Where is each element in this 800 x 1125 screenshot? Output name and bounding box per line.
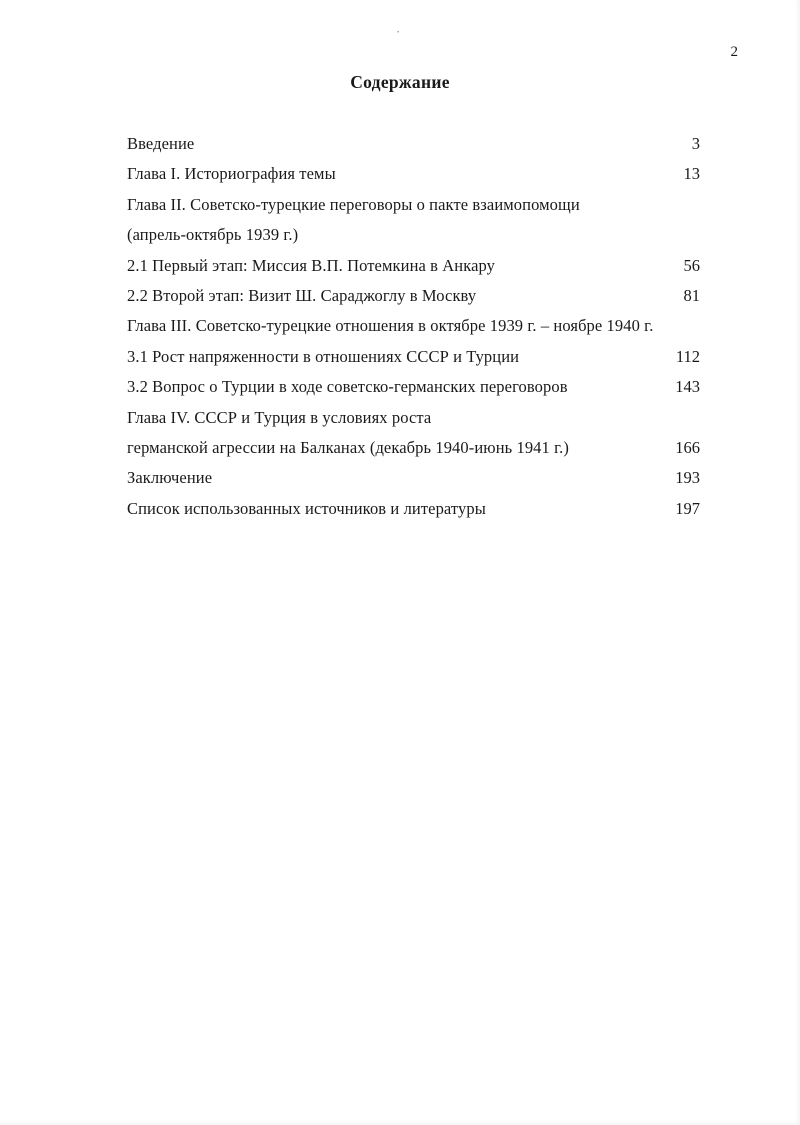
toc-entry-text: 2.2 Второй этап: Визит Ш. Сараджоглу в Москву bbox=[127, 285, 477, 305]
toc-entry-text: Глава I. Историография темы bbox=[127, 164, 336, 184]
toc-entry-page: 13 bbox=[683, 164, 700, 184]
page-number: 2 bbox=[730, 44, 738, 60]
toc-entry-text: Введение bbox=[127, 134, 195, 153]
toc-row bbox=[127, 251, 700, 281]
toc-entry-text: Глава II. Советско-турецкие переговоры о пакте взаимопомощи bbox=[127, 194, 580, 214]
toc-row bbox=[127, 433, 700, 463]
toc-row bbox=[127, 159, 700, 189]
toc-row bbox=[127, 281, 700, 311]
toc-entry-text: (апрель-октябрь 1939 г.) bbox=[127, 225, 299, 245]
toc-row bbox=[127, 342, 700, 372]
toc-entry-text: Список использованных источников и литературы bbox=[127, 498, 486, 518]
toc-entry-page: 143 bbox=[675, 377, 700, 397]
toc-entry-page: 112 bbox=[675, 346, 700, 366]
toc-row bbox=[127, 190, 700, 220]
toc-entry-text: 3.2 Вопрос о Турции в ходе советско-германских переговоров bbox=[127, 377, 568, 397]
toc-entry-text: Глава IV. СССР и Турция в условиях роста bbox=[127, 407, 432, 427]
toc-entry-text: германской агрессии на Балканах (декабрь 1940-июнь 1941 г.) bbox=[127, 437, 569, 457]
toc-entry-page: 166 bbox=[675, 437, 700, 457]
toc-entry-text: 3.1 Рост напряженности в отношениях СССР и Турции bbox=[127, 346, 520, 366]
toc-row bbox=[127, 129, 700, 159]
toc-row bbox=[127, 463, 700, 493]
toc-row bbox=[127, 311, 700, 341]
toc-row bbox=[127, 403, 700, 433]
toc-row bbox=[127, 220, 700, 250]
toc-entry-page: 197 bbox=[675, 498, 700, 518]
toc-entry-page: 3 bbox=[691, 134, 700, 153]
toc-entry-text: 2.1 Первый этап: Миссия В.П. Потемкина в Анкару bbox=[127, 255, 495, 275]
toc-entry-page: 193 bbox=[675, 468, 700, 488]
toc-entry-page: 81 bbox=[683, 285, 700, 305]
toc-entry-text: Заключение bbox=[127, 468, 213, 488]
toc-entry-page: 56 bbox=[683, 255, 700, 275]
toc-row bbox=[127, 494, 700, 524]
table-of-contents bbox=[127, 129, 700, 524]
toc-entry-text: Глава III. Советско-турецкие отношения в октябре 1939 г. – ноябре 1940 г. bbox=[127, 316, 654, 336]
scan-artifact-dot: · bbox=[396, 24, 401, 39]
toc-row bbox=[127, 372, 700, 402]
page-title: Содержание bbox=[350, 72, 450, 92]
